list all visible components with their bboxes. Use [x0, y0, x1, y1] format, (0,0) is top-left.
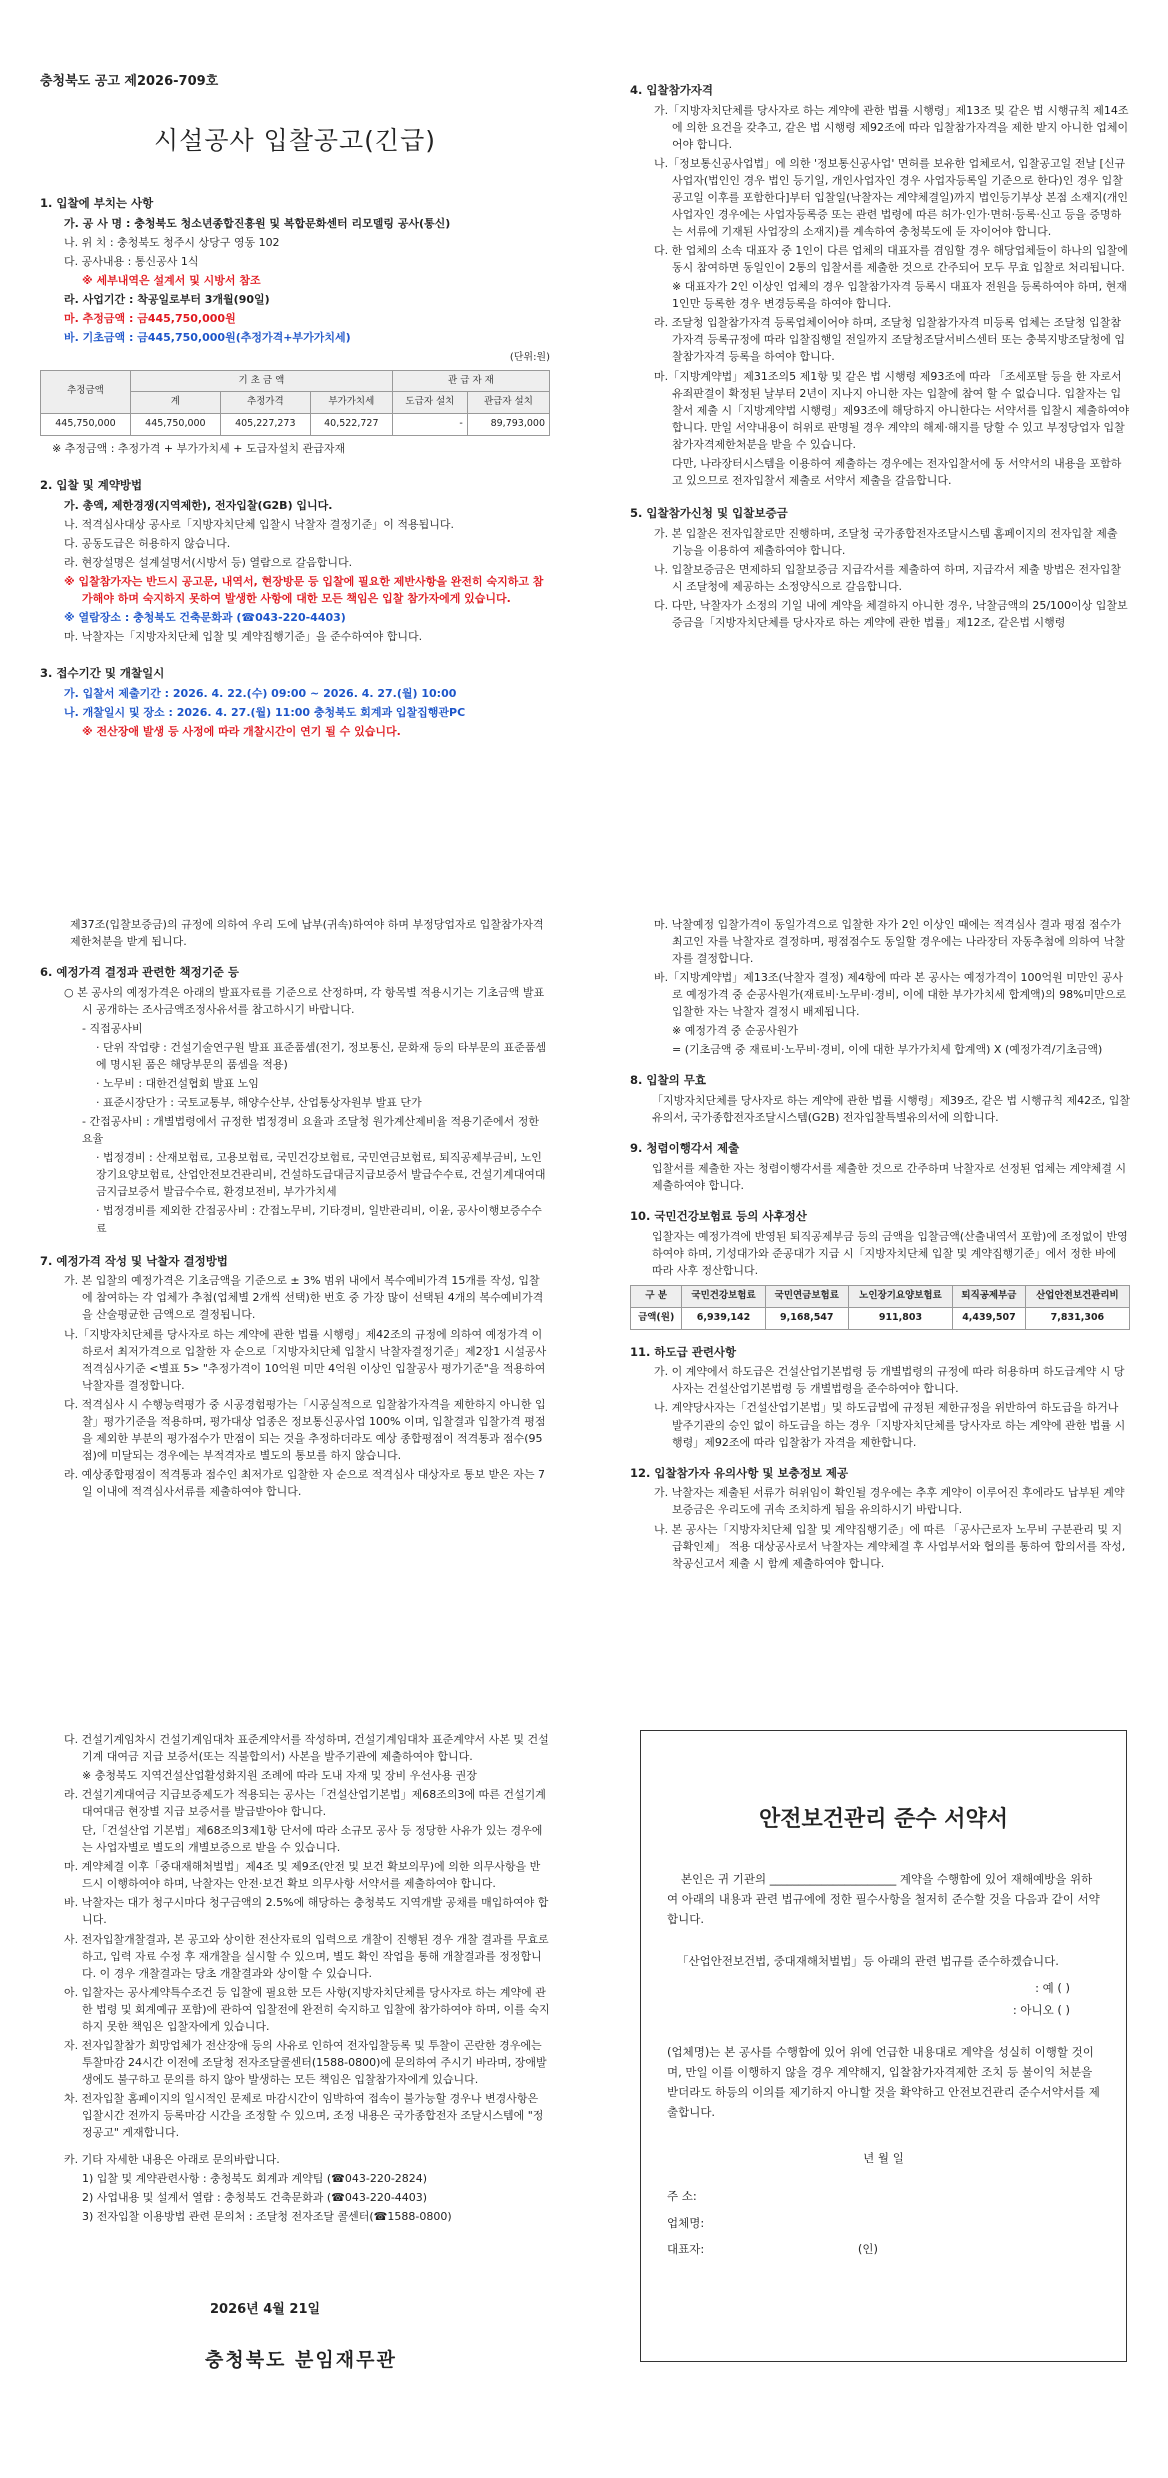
joint-contract: 다. 공동도급은 허용하지 않습니다.	[64, 536, 231, 550]
section-6-heading: 6. 예정가격 결정과 관련한 책정기준 등	[40, 965, 240, 980]
column-4	[630, 915, 1130, 1574]
amount-table	[40, 370, 550, 436]
contact-contract: 1) 입찰 및 계약관련사항 : 충청북도 회계과 계약팀 (☎043-220-2824)	[82, 2172, 428, 2186]
eligibility-b: 나.「정보통신공사업법」에 의한 '정보통신공사업' 면허를 보유한 업체로서, 입찰공고일 전날 [신규사업자(법인인 경우 법인 등기일, 개인사업자인 경우 사업자등록일 기준으로 한다)인 경우 입찰공고일 이후를 포함한다]부터 입찰일(낙찰자는 계약체결일)까지 법인등기부상 본점 소재지(개인사업자인 경우에는 사업자등록증 또는 관련 법령에 따른 허가·인가·면허·등록·신고 등을 증명하는 서류에 기재된 사업장의 소재지)를 계속하여 충청북도에 둔 자이어야 합니다.	[654, 156, 1129, 239]
td-retirement: 4,439,507	[953, 1307, 1026, 1329]
amount-note: ※ 추정금액 : 추정가격 + 부가가치세 + 도급자설치 관급자재	[52, 441, 346, 455]
direct-cost-labor: · 노무비 : 대한건설협회 발표 노임	[96, 1077, 259, 1091]
section-10-heading: 10. 국민건강보험료 등의 사후정산	[630, 1209, 807, 1224]
notice-i: 자. 전자입찰참가 희망업체가 전산장애 등의 사유로 인하여 전자입찰등록 및 투찰이 곤란한 경우에는 투찰마감 24시간 이전에 조달청 전자조달콜센터(1588-0800)에 문의하여 주시기 바라며, 장애발생에도 불구하고 문의를 하지 않아 발생하는 모든 책임은 입찰참가자에게 있습니다.	[64, 2038, 547, 2086]
th-division: 구 분	[631, 1286, 682, 1308]
notice-date: 2026년 4월 21일	[210, 2302, 321, 2317]
th-pension: 국민연금보험료	[765, 1286, 848, 1308]
th-install-gov: 관급자 설치	[467, 392, 549, 414]
th-vat: 부가가치세	[310, 392, 392, 414]
subcontract-b: 나. 계약당사자는「건설산업기본법」및 하도급법에 규정된 제한규정을 위반하여 하도급을 하거나 발주기관의 승인 없이 하도급을 하는 경우「지방자치단체를 당사자로 하는 계약에 관한 법률 시행령」제92조에 따라 입찰참가 자격을 제한합니다.	[654, 1401, 1126, 1449]
agree-yes-label: : 예 ( )	[1035, 1980, 1070, 1995]
unit-label: (단위:원)	[509, 352, 550, 364]
submission-period: 가. 입찰서 제출기간 : 2026. 4. 22.(수) 09:00 ~ 2026. 4. 27.(월) 10:00	[64, 686, 457, 700]
invalid-bid: 「지방자치단체를 당사자로 하는 계약에 관한 법률 시행령」제39조, 같은 법 시행규칙 제42조, 입찰유의서, 국가종합전자조달시스템(G2B) 전자입찰특별유의서에 의합니다.	[652, 1094, 1130, 1125]
td-install-gov: 89,793,000	[467, 413, 549, 435]
eligibility-d: 라. 조달청 입찰참가자격 등록업체이어야 하며, 조달청 입찰참가자격 미등록 업체는 조달청 입찰참가자격 등록규정에 따라 입찰집행일 전일까지 조달청조달서비스센터 또는 충북지방조달청에 입찰참가자격 등록을 하여야 합니다.	[654, 316, 1126, 364]
section-7-heading: 7. 예정가격 작성 및 낙찰자 결정방법	[40, 1253, 228, 1268]
pledge-title: 안전보건관리 준수 서약서	[758, 1807, 1009, 1832]
project-location: 나. 위 치 : 충청북도 청주시 상당구 영동 102	[64, 235, 280, 249]
section-11-heading: 11. 하도급 관련사항	[630, 1344, 737, 1359]
notice-c-note: ※ 충청북도 지역건설산업활성화지원 조례에 따라 도내 자재 및 장비 우선사용 권장	[82, 1769, 477, 1783]
bid-c: 다. 다만, 낙찰자가 소정의 기일 내에 계약을 체결하지 아니한 경우, 낙찰금액의 25/100이상 입찰보증금을「지방자치단체를 당사자로 하는 계약에 관한 법률」제12조, 같은법 시행령	[654, 598, 1128, 629]
column-2	[630, 72, 1130, 633]
opening-date: 나. 개찰일시 및 장소 : 2026. 4. 27.(월) 11:00 충청북도 회계과 입찰집행관PC	[64, 705, 466, 719]
direct-cost-market: · 표준시장단가 : 국토교통부, 해양수산부, 산업통상자원부 발표 단가	[96, 1096, 422, 1110]
pledge-seal: (인)	[857, 2241, 878, 2256]
issuing-office: 충청북도 분임재무관	[205, 2349, 397, 2371]
integrity-pledge: 입찰서를 제출한 자는 청렴이행각서를 제출한 것으로 간주하며 낙찰자로 선정된 업체는 계약체결 시 제출하여야 합니다.	[652, 1162, 1127, 1193]
td-amount-label: 금액(원)	[631, 1307, 682, 1329]
section-8-heading: 8. 입찰의 무효	[630, 1073, 706, 1088]
notice-number: 충청북도 공고 제2026-709호	[40, 74, 219, 89]
pricing-basis: ○ 본 공사의 예정가격은 아래의 발표자료를 기준으로 산정하며, 각 항목별 적용시기는 기초금액 발표 시 공개하는 조사금액조정사유서를 참고하시기 바랍니다.	[64, 985, 545, 1016]
column-3	[40, 915, 550, 1502]
estimate-a: 가. 본 입찰의 예정가격은 기초금액을 기준으로 ± 3% 범위 내에서 복수예비가격 15개를 작성, 입찰에 참여하는 각 업체가 추첨(업체별 2개씩 선택)한 번호 중 가장 많이 선택된 4개의 복수예비가격을 산술평균한 금액으로 결정됩니다.	[64, 1274, 544, 1322]
pledge-date: 년 월 일	[863, 2151, 904, 2166]
winner-compliance: 마. 낙찰자는「지방자치단체 입찰 및 계약집행기준」을 준수하여야 합니다.	[64, 629, 423, 643]
notice-h: 아. 입찰자는 공사계약특수조건 등 입찰에 필요한 모든 사항(지방자치단체를 당사자로 하는 계약에 관한 법령 및 회계예규 포함)에 관하여 입찰전에 완전히 숙지하고 입찰에 참가하여야 하며, 이를 숙지하지 못한 책임은 입찰자에게 있습니다.	[64, 1985, 550, 2033]
section-2-heading: 2. 입찰 및 계약방법	[40, 477, 143, 492]
direct-cost-unit: · 단위 작업량 : 건설기술연구원 발표 표준품셈(전기, 정보통신, 문화재 등의 타부문의 표준품셈에 명시된 품은 해당부문의 품셈을 적용)	[96, 1041, 547, 1072]
notice-b: 나. 본 공사는「지방자치단체 입찰 및 계약집행기준」에 따른 「공사근로자 노무비 구분관리 및 지급확인제」 적용 대상공사로서 낙찰자는 계약체결 후 사업부서와 협의를 통하여 합의서를 작성, 착공신고서 제출 시 함께 제출하여야 합니다.	[654, 1522, 1126, 1570]
td-install-contractor: -	[392, 413, 467, 435]
th-health: 국민건강보험료	[682, 1286, 765, 1308]
eligibility-e: 마.「지방계약법」제31조의5 제1항 및 같은 법 시행령 제93조에 따라 「조세포탈 등을 한 자로서 유죄판결이 확정된 날부터 2년이 지나지 아니한 자는 입찰에 참여 할 수 없습니다. 입찰자는 입찰서 제출 시「지방계약법 시행령」제93조에 해당하지 아니한다는 서약서를 입찰시 제출하여야 합니다. 만일 서약내용이 허위로 판명될 경우 계약의 해제·해지를 당할 수 있고 부정당업자 입찰참가자격제한처분을 받을 수 있습니다.	[654, 369, 1130, 451]
indirect-cost: - 간접공사비 : 개별법령에서 규정한 법정경비 요율과 조달청 원가계산제비율 적용기준에서 정한 요율	[82, 1115, 540, 1146]
project-period: 라. 사업기간 : 착공일로부터 3개월(90일)	[64, 292, 270, 306]
td-price: 405,227,273	[220, 413, 310, 435]
estimate-e: 마. 낙찰예정 입찰가격이 동일가격으로 입찰한 자가 2인 이상인 때에는 적격심사 결과 평점 점수가 최고인 자를 낙찰자로 결정하며, 평점점수도 동일할 경우에는 나라장터 자동추첨에 의하여 낙찰자를 결정합니다.	[654, 918, 1125, 966]
estimate-f: 바.「지방계약법」제13조(낙찰자 결정) 제4항에 따라 본 공사는 예정가격이 100억원 미만인 공사로 예정가격 중 순공사원가(재료비·노무비·경비, 이에 대한 부가가치세 합계액)의 98%미만으로 입찰한 자는 낙찰자 결정시 배제됩니다.	[654, 971, 1127, 1019]
opening-delay-note: ※ 전산장애 발생 등 사정에 따라 개찰시간이 연기 될 수 있습니다.	[82, 724, 401, 738]
eligibility-c: 다. 한 업체의 소속 대표자 중 1인이 다른 업체의 대표자를 겸임할 경우 해당업체들이 하나의 입찰에 동시 참여하면 동일인이 2통의 입찰서를 제출한 것으로 간주되어 모두 무효 입찰로 처리됩니다.	[654, 244, 1128, 275]
td-estimated: 445,750,000	[41, 413, 131, 435]
safety-pledge-form	[640, 1730, 1127, 2362]
document-title: 시설공사 입찰공고(긴급)	[154, 126, 436, 156]
section-1-heading: 1. 입찰에 부치는 사항	[40, 195, 154, 210]
eligibility-a: 가.「지방자치단체를 당사자로 하는 계약에 관한 법률 시행령」제13조 및 같은 법 시행규칙 제14조에 의한 요건을 갖추고, 같은 법 시행령 제92조에 따라 입찰참가자격을 제한 받지 아니한 업체이어야 합니다.	[654, 103, 1129, 151]
estimate-d: 라. 예상종합평점이 적격통과 점수인 최저가로 입찰한 자 순으로 적격심사 대상자로 통보 받은 자는 7일 이내에 적격심사서류를 제출하여야 합니다.	[64, 1467, 545, 1498]
pledge-law: 「산업안전보건법, 중대재해처벌법」등 아래의 관련 법규를 준수하겠습니다.	[677, 1954, 1059, 1969]
bidder-warning: ※ 입찰참가자는 반드시 공고문, 내역서, 현장방문 등 입찰에 필요한 제반사항을 완전히 숙지하고 참가해야 하며 숙지하지 못하여 발생한 사항에 대한 모든 책임은 입찰 참가자에게 있습니다.	[64, 574, 544, 605]
legal-expenses: · 법정경비 : 산재보험료, 고용보험료, 국민건강보험료, 국민연금보험료, 퇴직공제부금비, 노인장기요양보험료, 산업안전보건관리비, 건설하도급대금지급보증서 발급수수료, 건설기계대여대금지급보증서 발급수수료, 환경보전비, 부가가치세	[96, 1151, 546, 1199]
eligibility-c-note: ※ 대표자가 2인 이상인 업체의 경우 입찰참가자격 등록시 대표자 전원을 등록하여야 하며, 현재 1인만 등록한 경우 변경등록을 하여야 합니다.	[672, 280, 1127, 311]
pledge-ceo-row[interactable]	[667, 2239, 1100, 2259]
section-4-heading: 4. 입찰참가자격	[630, 83, 714, 97]
contract-method: 가. 총액, 제한경쟁(지역제한), 전자입찰(G2B) 입니다.	[64, 498, 333, 512]
agree-yes[interactable]	[667, 1978, 1070, 1998]
td-total: 445,750,000	[130, 413, 220, 435]
notice-d: 라. 건설기계대여금 지급보증제도가 적용되는 공사는「건설산업기본법」제68조의3에 따른 건설기계대여대금 현장별 지급 보증서를 발급받아야 합니다.	[64, 1788, 546, 1819]
th-safety: 산업안전보건관리비	[1025, 1286, 1129, 1308]
column-5	[40, 1730, 550, 2227]
reading-place: ※ 열람장소 : 충청북도 건축문화과 (☎043-220-4403)	[64, 610, 346, 624]
notice-g: 사. 전자입찰개찰결과, 본 공고와 상이한 전산자료의 입력으로 개찰이 진행된 경우 개찰 결과를 무효로 하고, 입력 자료 수정 후 재개찰을 실시할 수 있으며, 별도 확인 작업을 통해 개찰결과를 정정합니다. 이 경우 개찰결과는 당초 개찰결과와 상이할 수 있습니다.	[64, 1932, 549, 1980]
td-vat: 40,522,727	[310, 413, 392, 435]
notice-e: 마. 계약체결 이후「중대재해처벌법」제4조 및 제9조(안전 및 보건 확보의무)에 의한 의무사항을 반드시 이행하여야 하며, 낙찰자는 안전·보건 확보 의무사항 서약서를 제출하여야 합니다.	[64, 1860, 541, 1891]
project-name: 가. 공 사 명 : 충청북도 청소년종합진흥원 및 복합문화센터 리모델링 공사(통신)	[64, 216, 451, 230]
section-9-heading: 9. 청렴이행각서 제출	[630, 1141, 740, 1156]
qualification-review: 나. 적격심사대상 공사로「지방자치단체 입찰시 낙찰자 결정기준」이 적용됩니다.	[64, 517, 455, 531]
insurance-settlement: 입찰자는 예정가격에 반영된 퇴직공제부금 등의 금액을 입찰금액(산출내역서 포함)에 조정없이 반영하여야 하며, 기성대가와 준공대가 지급 시「지방자치단체 입찰 및 계약집행기준」에서 정한 바에 따라 사후 정산합니다.	[652, 1230, 1128, 1278]
pledge-address[interactable]: 주 소:	[667, 2189, 697, 2204]
notice-c: 다. 건설기계임차시 건설기계임대차 표준계약서를 작성하며, 건설기계임대차 표준계약서 사본 및 건설기계 대여금 지급 보증서(또는 직불합의서) 사본을 발주기관에 제출하여야 합니다.	[64, 1733, 549, 1764]
td-safety: 7,831,306	[1025, 1307, 1129, 1329]
th-retirement: 퇴직공제부금	[953, 1286, 1026, 1308]
notice-f: 바. 낙찰자는 대가 청구시마다 청구금액의 2.5%에 해당하는 충청북도 지역개발 공채를 매입하여야 합니다.	[64, 1896, 549, 1927]
net-cost-formula: = (기초금액 중 재료비·노무비·경비, 이에 대한 부가가치세 합계액) X (예정가격/기초금액)	[672, 1043, 1103, 1057]
bid-c-cont: 제37조(입찰보증금)의 규정에 의하여 우리 도에 납부(귀속)하여야 하며 부정당업자로 입찰참가자격 제한처분을 받게 됩니다.	[70, 918, 544, 949]
pledge-intro: 본인은 귀 기관의 ______________________ 계약을 수행함에 있어 재해예방을 위하여 아래의 내용과 관련 법규에에 정한 필수사항을 철저히 준수할 것을 다음과 같이 서약합니다.	[667, 1872, 1100, 1927]
eligibility-e-cont: 다만, 나라장터시스템을 이용하여 제출하는 경우에는 전자입찰서에 동 서약서의 내용을 포함하고 있으므로 전자입찰서 제출로 서약서 제출을 갈음합니다.	[672, 456, 1122, 487]
site-explanation: 라. 현장설명은 설계설명서(시방서 등) 열람으로 갈음합니다.	[64, 555, 353, 569]
th-total: 계	[130, 392, 220, 414]
column-1	[40, 72, 550, 742]
th-gov-materials: 관 급 자 재	[392, 370, 549, 392]
direct-cost: - 직접공사비	[82, 1022, 143, 1035]
td-longterm-care: 911,803	[848, 1307, 952, 1329]
pledge-commitment: (업체명)는 본 공사를 수행함에 있어 위에 언급한 내용대로 계약을 성실히 이행할 것이며, 만일 이를 이행하지 않을 경우 계약해지, 입찰참가자격제한 조치 등 불이익 처분을 받더라도 하등의 이의를 제기하지 아니할 것을 확약하고 안전보건관리 준수서약서를 제출합니다.	[667, 2044, 1100, 2120]
estimate-b: 나.「지방자치단체를 당사자로 하는 계약에 관한 법률 시행령」제42조의 규정에 의하여 예정가격 이하로서 최저가격으로 입찰한 자 순으로「지방자치단체 입찰시 낙찰자결정기준」제2장1 시설공사 적격심사기준 <별표 5> "추정가격이 10억원 미만 4억원 이상인 입찰공사 평가기준"을 적용하여 낙찰자를 결정합니다.	[64, 1327, 547, 1392]
subcontract-a: 가. 이 계약에서 하도급은 건설산업기본법령 등 개별법령의 규정에 따라 허용하며 하도급계약 시 당사자는 건설산업기본법령 등 개별법령을 준수하여야 합니다.	[654, 1365, 1125, 1396]
th-base: 기 초 금 액	[130, 370, 392, 392]
spec-note: ※ 세부내역은 설계서 및 시방서 참조	[82, 273, 261, 287]
section-12-heading: 12. 입찰참가자 유의사항 및 보충정보 제공	[630, 1465, 849, 1480]
agree-no-label: : 아니오 ( )	[1012, 2002, 1070, 2017]
other-indirect: · 법정경비를 제외한 간접공사비 : 간접노무비, 기타경비, 일반관리비, 이윤, 공사이행보증수수료	[96, 1204, 542, 1235]
estimated-amount: 마. 추정금액 : 금445,750,000원	[64, 311, 236, 325]
th-price: 추정가격	[220, 392, 310, 414]
net-cost-note: ※ 예정가격 중 순공사원가	[672, 1024, 798, 1038]
estimate-c: 다. 적격심사 시 수행능력평가 중 시공경험평가는「시공실적으로 입찰참가자격을 제한하지 아니한 입찰」평가기준을 적용하며, 평가대상 업종은 정보통신공사업 100% 이며, 입찰결과 입찰가격 평점을 제외한 부분의 평가점수가 만점이 되는 것을 추정하더라도 예상 종합평점이 적격통과 점수(95점)에 미달되는 경우에는 부적격자로 별도의 통보를 하지 않습니다.	[64, 1397, 546, 1462]
notice-d-cont: 단,「건설산업 기본법」제68조의3제1항 단서에 따라 소규모 공사 등 정당한 사유가 있는 경우에는 사업자별로 별도의 개별보증으로 받을 수 있습니다.	[82, 1824, 543, 1855]
notice-k: 카. 기타 자세한 내용은 아래로 문의바랍니다.	[64, 2153, 280, 2167]
notice-a: 가. 낙찰자는 제출된 서류가 허위임이 확인될 경우에는 추후 계약이 이루어진 후에라도 납부된 계약보증금은 우리도에 귀속 조치하게 됨을 유의하시기 바랍니다.	[654, 1486, 1125, 1517]
contact-procurement: 3) 전자입찰 이용방법 관련 문의처 : 조달청 전자조달 콜센터(☎1588-0800)	[82, 2210, 452, 2224]
project-content: 다. 공사내용 : 통신공사 1식	[64, 254, 199, 268]
insurance-table	[630, 1285, 1130, 1329]
section-5-heading: 5. 입찰참가신청 및 입찰보증금	[630, 505, 788, 520]
td-health: 6,939,142	[682, 1307, 765, 1329]
td-pension: 9,168,547	[765, 1307, 848, 1329]
notice-j: 차. 전자입찰 홈페이지의 일시적인 문제로 마감시간이 임박하여 접속이 불가능할 경우나 변경사항은 입찰시간 전까지 등록마감 시간을 조정할 수 있으며, 조정 내용은 국가종합전자 조달시스템에 "정정공고" 게재합니다.	[64, 2091, 544, 2140]
agree-no[interactable]	[667, 2000, 1070, 2020]
th-estimated: 추정금액	[41, 370, 131, 413]
th-longterm-care: 노인장기요양보험료	[848, 1286, 952, 1308]
pledge-company[interactable]: 업체명:	[667, 2215, 705, 2230]
contact-design: 2) 사업내용 및 설계서 열람 : 충청북도 건축문화과 (☎043-220-4403)	[82, 2191, 428, 2205]
base-amount: 바. 기초금액 : 금445,750,000원(추정가격+부가가치세)	[64, 330, 351, 344]
th-install-contractor: 도급자 설치	[392, 392, 467, 414]
section-3-heading: 3. 접수기간 및 개찰일시	[40, 665, 165, 680]
pledge-ceo: 대표자:	[667, 2241, 705, 2256]
bid-b: 나. 입찰보증금은 면제하되 입찰보증금 지급각서를 제출하여 하며, 지급각서 제출 방법은 전자입찰시 조달청에 제공하는 소정양식으로 갈음합니다.	[654, 562, 1121, 593]
bid-a: 가. 본 입찰은 전자입찰로만 진행하며, 조달청 국가종합전자조달시스템 홈페이지의 전자입찰 제출 기능을 이용하여 제출하여야 합니다.	[654, 526, 1118, 557]
